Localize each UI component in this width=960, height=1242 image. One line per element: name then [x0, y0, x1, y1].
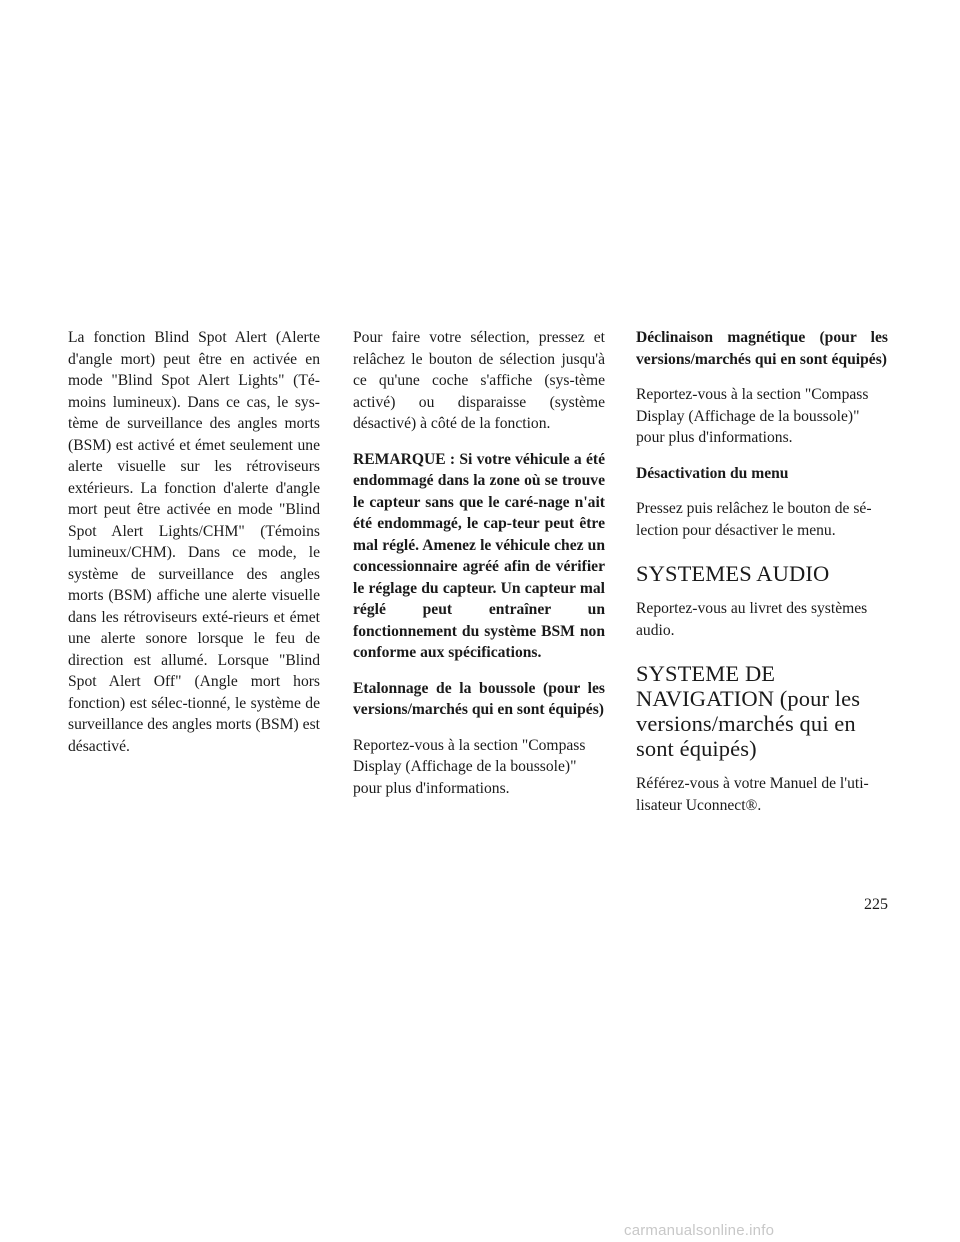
audio-systems-heading: SYSTEMES AUDIO	[636, 561, 830, 586]
column-right	[636, 327, 888, 830]
audio-systems-paragraph: Reportez-vous au livret des systèmes audio.	[636, 600, 868, 639]
menu-deactivation-subheading: Désactivation du menu	[636, 464, 789, 482]
column-middle	[353, 327, 605, 813]
column-left	[68, 327, 320, 771]
note-paragraph: REMARQUE : Si votre véhicule a été endommagé dans la zone où se trouve le capteur sans que le caré-nage n'ait été endommagé, le cap-teur peut être mal réglé. Amenez le véhicule chez un concessionnaire agréé afin de vérifier le réglage du capteur. Un capteur mal réglé peut entraîner un fonctionnement du système BSM non conforme aux spécifications.	[353, 450, 605, 661]
magnetic-declination-subheading: Déclinaison magnétique (pour les versions/marchés qui en sont équipés)	[636, 329, 888, 368]
watermark: carmanualsonline.info	[624, 1222, 775, 1239]
page-number: 225	[864, 896, 888, 913]
compass-calibration-paragraph: Reportez-vous à la section "Compass Display (Affichage de la boussole)" pour plus d'informations.	[353, 736, 586, 797]
menu-deactivation-paragraph: Pressez puis relâchez le bouton de sé-lection pour désactiver le menu.	[636, 500, 872, 539]
blind-spot-alert-paragraph: La fonction Blind Spot Alert (Alerte d'angle mort) peut être en activée en mode "Blind Spot Alert Lights" (Té-moins lumineux). Dans ce cas, le sys-tème de surveillance des angles morts (BSM) est activé et émet seulement une alerte visuelle sur les rétroviseurs extérieurs. La fonction d'alerte d'angle mort peut être activée en mode "Blind Spot Alert Lights/CHM" (Témoins lumineux/CHM). Dans ce mode, le système de surveillance des angles morts (BSM) affiche une alerte visuelle dans les rétroviseurs exté-rieurs et émet une alerte sonore lorsque le feu de direction est allumé. Lorsque "Blind Spot Alert Off" (Angle mort hors fonction) est sélec-tionné, le système de surveillance des angles morts (BSM) est désactivé.	[68, 329, 320, 755]
navigation-system-heading: SYSTEME DE NAVIGATION (pour les versions/marchés qui en sont équipés)	[636, 661, 861, 761]
selection-instructions-paragraph: Pour faire votre sélection, pressez et relâchez le bouton de sélection jusqu'à ce qu'une coche s'affiche (sys-tème activé) ou disparaisse (système désactivé) à côté de la fonction.	[353, 329, 605, 432]
navigation-system-paragraph: Référez-vous à votre Manuel de l'uti-lisateur Uconnect®.	[636, 775, 869, 814]
magnetic-declination-paragraph: Reportez-vous à la section "Compass Display (Affichage de la boussole)" pour plus d'informations.	[636, 386, 869, 446]
compass-calibration-subheading: Etalonnage de la boussole (pour les versions/marchés qui en sont équipés)	[353, 679, 605, 718]
